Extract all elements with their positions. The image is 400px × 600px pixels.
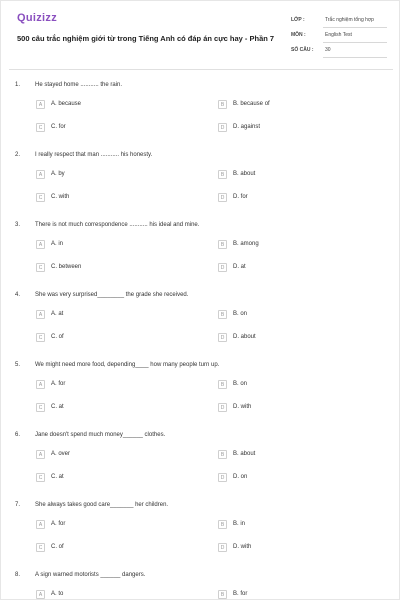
option-letter-box: C bbox=[36, 263, 45, 272]
option-letter-box: D bbox=[218, 473, 227, 482]
question-text: There is not much correspondence ........... his ideal and mine. bbox=[35, 222, 200, 228]
meta-value: Trắc nghiệm tổng hợp bbox=[325, 17, 374, 23]
meta-label: LỚP : bbox=[291, 17, 305, 23]
option-text: A. for bbox=[51, 381, 66, 387]
option-text: A. to bbox=[51, 591, 64, 597]
option-letter-box: C bbox=[36, 543, 45, 552]
option-letter-box: C bbox=[36, 403, 45, 412]
worksheet-header bbox=[1, 1, 400, 69]
option-letter-box: A bbox=[36, 170, 45, 179]
option-letter-box: A bbox=[36, 520, 45, 529]
option-letter-box: A bbox=[36, 100, 45, 109]
option-letter-box: C bbox=[36, 473, 45, 482]
option-letter-box: B bbox=[218, 520, 227, 529]
question-list bbox=[1, 75, 400, 600]
option-text: B. about bbox=[233, 171, 256, 177]
option-letter-box: A bbox=[36, 450, 45, 459]
option-letter-box: D bbox=[218, 403, 227, 412]
option-text: A. because bbox=[51, 101, 82, 107]
question-item bbox=[1, 425, 400, 495]
option-letter-box: C bbox=[36, 333, 45, 342]
question-item bbox=[1, 355, 400, 425]
option-text: A. at bbox=[51, 311, 64, 317]
option-text: C. between bbox=[51, 264, 82, 270]
question-item bbox=[1, 215, 400, 285]
worksheet-meta bbox=[287, 15, 387, 60]
question-number: 8. bbox=[15, 572, 21, 578]
option-text: D. on bbox=[233, 474, 248, 480]
option-letter-box: A bbox=[36, 240, 45, 249]
question-number: 7. bbox=[15, 502, 21, 508]
meta-row-count bbox=[287, 45, 387, 60]
option-text: B. for bbox=[233, 591, 248, 597]
option-letter-box: D bbox=[218, 543, 227, 552]
option-text: C. of bbox=[51, 334, 64, 340]
option-letter-box: D bbox=[218, 333, 227, 342]
option-letter-box: A bbox=[36, 310, 45, 319]
option-text: B. among bbox=[233, 241, 259, 247]
option-text: C. at bbox=[51, 474, 64, 480]
question-number: 5. bbox=[15, 362, 21, 368]
question-number: 2. bbox=[15, 152, 21, 158]
option-text: C. of bbox=[51, 544, 64, 550]
option-letter-box: B bbox=[218, 240, 227, 249]
question-number: 4. bbox=[15, 292, 21, 298]
question-number: 3. bbox=[15, 222, 21, 228]
option-text: D. with bbox=[233, 544, 252, 550]
option-letter-box: B bbox=[218, 380, 227, 389]
option-letter-box: B bbox=[218, 310, 227, 319]
option-letter-box: D bbox=[218, 123, 227, 132]
meta-label: MÔN : bbox=[291, 32, 306, 38]
option-text: C. at bbox=[51, 404, 64, 410]
question-number: 6. bbox=[15, 432, 21, 438]
worksheet-title: 500 câu trắc nghiệm giới từ trong Tiếng Anh có đáp án cực hay - Phần 7 bbox=[17, 34, 275, 43]
option-letter-box: D bbox=[218, 263, 227, 272]
question-text: He stayed home ........... the rain. bbox=[35, 82, 123, 88]
option-letter-box: B bbox=[218, 100, 227, 109]
question-text: I really respect that man ........... his honesty. bbox=[35, 152, 153, 158]
option-text: D. at bbox=[233, 264, 246, 270]
option-text: A. over bbox=[51, 451, 71, 457]
question-item bbox=[1, 75, 400, 145]
meta-value: 30 bbox=[325, 47, 331, 53]
option-text: B. because of bbox=[233, 101, 270, 107]
option-text: B. on bbox=[233, 381, 248, 387]
question-text: She always takes good care_______ her children. bbox=[35, 502, 169, 508]
option-text: B. about bbox=[233, 451, 256, 457]
option-text: C. for bbox=[51, 124, 66, 130]
question-item bbox=[1, 565, 400, 600]
question-text: A sign warned motorists ______ dangers. bbox=[35, 572, 146, 578]
question-text: She was very surprised________ the grade she received. bbox=[35, 292, 189, 298]
question-number: 1. bbox=[15, 82, 21, 88]
option-text: B. on bbox=[233, 311, 248, 317]
option-text: D. against bbox=[233, 124, 261, 130]
option-text: D. about bbox=[233, 334, 256, 340]
option-letter-box: C bbox=[36, 123, 45, 132]
option-letter-box: D bbox=[218, 193, 227, 202]
question-text: We might need more food, depending____ how many people turn up. bbox=[35, 362, 220, 368]
option-letter-box: B bbox=[218, 170, 227, 179]
option-text: A. by bbox=[51, 171, 65, 177]
meta-row-class bbox=[287, 15, 387, 30]
header-divider bbox=[9, 69, 393, 70]
option-letter-box: A bbox=[36, 380, 45, 389]
meta-label: SỐ CÂU : bbox=[291, 47, 314, 53]
option-text: D. with bbox=[233, 404, 252, 410]
question-item bbox=[1, 495, 400, 565]
option-letter-box: B bbox=[218, 590, 227, 599]
question-item bbox=[1, 145, 400, 215]
option-text: B. in bbox=[233, 521, 246, 527]
option-text: D. for bbox=[233, 194, 248, 200]
option-text: A. for bbox=[51, 521, 66, 527]
option-text: C. with bbox=[51, 194, 70, 200]
quizizz-logo: Quizizz bbox=[17, 12, 57, 24]
question-item bbox=[1, 285, 400, 355]
option-letter-box: C bbox=[36, 193, 45, 202]
option-text: A. in bbox=[51, 241, 64, 247]
option-letter-box: A bbox=[36, 590, 45, 599]
meta-value: English Test bbox=[325, 32, 352, 38]
option-letter-box: B bbox=[218, 450, 227, 459]
meta-row-subject bbox=[287, 30, 387, 45]
question-text: Jane doesn't spend much money______ clothes. bbox=[35, 432, 166, 438]
